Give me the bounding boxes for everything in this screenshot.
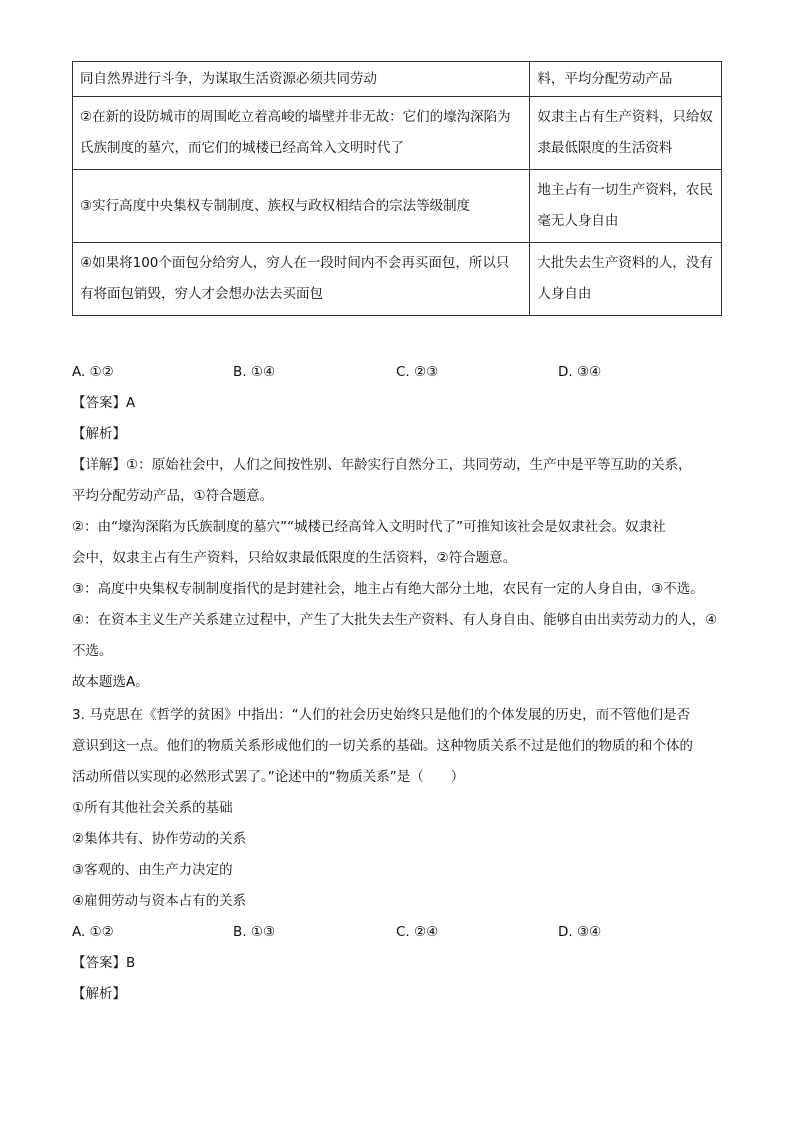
table-row xyxy=(73,62,722,97)
option-b: B. ①③ xyxy=(233,924,276,940)
table-cell: ②在新的设防城市的周围屹立着高峻的墙壁并非无故：它们的壕沟深陷为氏族制度的墓穴，而它们的城楼已经高耸入文明时代了 xyxy=(73,97,530,170)
option-a: A. ①② xyxy=(72,924,114,940)
option-b: B. ①④ xyxy=(233,364,276,380)
q3-statement: ②集体共有、协作劳动的关系 xyxy=(72,831,247,847)
table-row xyxy=(73,243,722,316)
table-row xyxy=(73,97,722,170)
q3-statement: ③客观的、由生产力决定的 xyxy=(72,862,233,878)
q3-answer: 【答案】B xyxy=(72,955,136,971)
table-cell: 大批失去生产资料的人，没有人身自由 xyxy=(530,243,722,316)
q2-options xyxy=(72,362,722,382)
analysis-line: 不选。 xyxy=(72,643,113,659)
q3-stem-line: 活动所借以实现的必然形式罢了。”论述中的“物质关系”是（ ） xyxy=(72,769,465,785)
analysis-line: ②：由“壕沟深陷为氏族制度的墓穴”“城楼已经高耸入文明时代了”可推知该社会是奴隶社会。奴隶社 xyxy=(72,519,666,535)
table-cell: 奴隶主占有生产资料，只给奴隶最低限度的生活资料 xyxy=(530,97,722,170)
option-d: D. ③④ xyxy=(558,924,602,940)
analysis-line: 会中，奴隶主占有生产资料，只给奴隶最低限度的生活资料，②符合题意。 xyxy=(72,550,517,566)
q3-options xyxy=(72,922,722,942)
table-row xyxy=(73,170,722,243)
table-cell: ④如果将100个面包分给穷人，穷人在一段时间内不会再买面包，所以只有将面包销毁，穷人才会想办法去买面包 xyxy=(73,243,530,316)
q3-statement: ④雇佣劳动与资本占有的关系 xyxy=(72,893,247,909)
analysis-line: 【详解】①：原始社会中，人们之间按性别、年龄实行自然分工，共同劳动，生产中是平等互助的关系， xyxy=(72,457,692,473)
q2-analysis-label: 【解析】 xyxy=(72,426,126,442)
q3-analysis-label: 【解析】 xyxy=(72,986,126,1002)
analysis-line: ③：高度中央集权专制制度指代的是封建社会，地主占有绝大部分土地，农民有一定的人身自由，③不选。 xyxy=(72,581,704,597)
option-c: C. ②③ xyxy=(396,364,439,380)
analysis-line: 故本题选A。 xyxy=(72,674,149,690)
q3-statement: ①所有其他社会关系的基础 xyxy=(72,800,233,816)
q3-stem-line: 意识到这一点。他们的物质关系形成他们的一切关系的基础。这种物质关系不过是他们的物质的和个体的 xyxy=(72,738,693,754)
option-c: C. ②④ xyxy=(396,924,439,940)
table-cell: 地主占有一切生产资料，农民毫无人身自由 xyxy=(530,170,722,243)
option-d: D. ③④ xyxy=(558,364,602,380)
table-cell: ③实行高度中央集权专制制度、族权与政权相结合的宗法等级制度 xyxy=(73,170,530,243)
table-cell: 同自然界进行斗争，为谋取生活资源必须共同劳动 xyxy=(73,62,530,97)
analysis-line: ④：在资本主义生产关系建立过程中，产生了大批失去生产资料、有人身自由、能够自由出卖劳动力的人，④ xyxy=(72,612,718,628)
comparison-table xyxy=(72,61,722,316)
q3-stem-line: 3. 马克思在《哲学的贫困》中指出：“人们的社会历史始终只是他们的个体发展的历史，而不管他们是否 xyxy=(72,707,691,723)
option-a: A. ①② xyxy=(72,364,114,380)
analysis-line: 平均分配劳动产品，①符合题意。 xyxy=(72,488,274,504)
table-cell: 料，平均分配劳动产品 xyxy=(530,62,722,97)
q2-answer: 【答案】A xyxy=(72,395,136,411)
